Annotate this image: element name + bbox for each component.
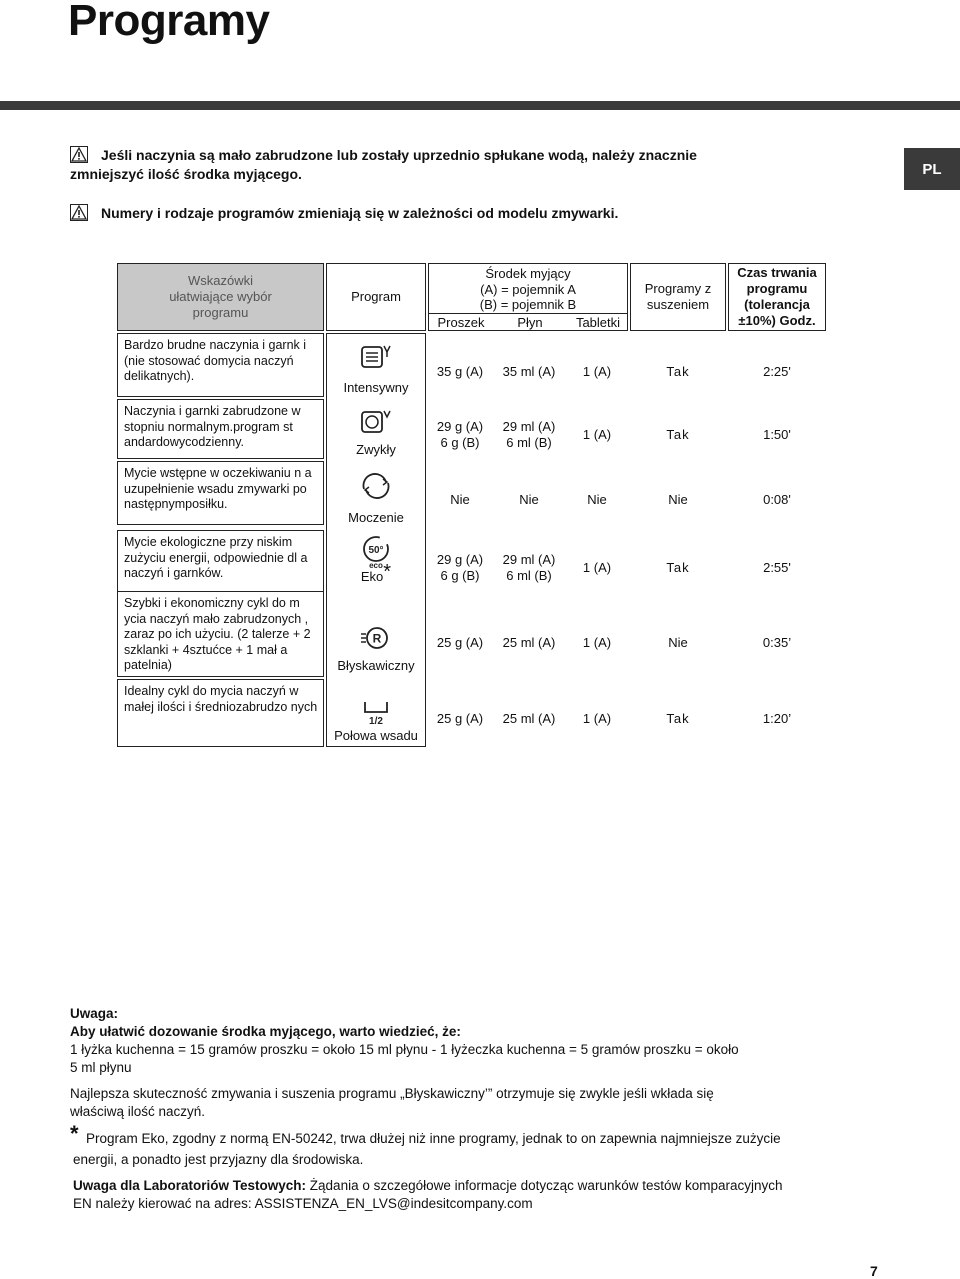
language-badge: PL bbox=[904, 148, 960, 190]
normal-icon bbox=[360, 409, 392, 435]
header-duration-label: Czas trwania programu (tolerancja ±10%) Godz. bbox=[737, 265, 817, 328]
tablets-value: 1 (A) bbox=[582, 364, 612, 379]
warning-triangle-icon bbox=[70, 146, 88, 163]
powder-value: 35 g (A) bbox=[436, 364, 484, 379]
warning-1-line2: zmniejszyć ilość środka myjącego. bbox=[70, 166, 302, 182]
eco-icon-label: eco bbox=[369, 561, 383, 569]
liquid-value: 29 ml (A) bbox=[502, 419, 556, 434]
liquid-value: 35 ml (A) bbox=[502, 364, 556, 379]
tablets-value: 1 (A) bbox=[582, 427, 612, 442]
duration-value: 2:25' bbox=[763, 364, 791, 379]
warning-2-line1: Numery i rodzaje programów zmieniają się w zależności od modelu zmywarki. bbox=[101, 205, 619, 221]
powder-value-b: 6 g (B) bbox=[440, 568, 480, 583]
hint-cell: Bardzo brudne naczynia i garnk i (nie stosować domycia naczyń delikatnych). bbox=[117, 333, 324, 397]
hint-cell: Idealny cykl do mycia naczyń w małej ilości i średniozabrudzo nych bbox=[117, 679, 324, 747]
liquid-value-b: 6 ml (B) bbox=[506, 435, 552, 450]
drying-value: Tak bbox=[666, 560, 690, 575]
warning-1-line1: Jeśli naczynia są mało zabrudzone lub zostały uprzednio spłukane wodą, należy znacznie bbox=[101, 147, 697, 163]
page-number: 7 bbox=[870, 1263, 878, 1279]
dosing-title: Aby ułatwić dozowanie środka myjącego, warto wiedzieć, że: bbox=[70, 1024, 461, 1039]
lab-note-line-2: EN należy kierować na adres: ASSISTENZA_EN_LVS@indesitcompany.com bbox=[73, 1196, 533, 1211]
program-name: Intensywny bbox=[343, 380, 409, 395]
half-load-icon-label: 1/2 bbox=[369, 716, 383, 725]
program-intensive bbox=[326, 333, 426, 399]
liquid-value: 29 ml (A) bbox=[502, 552, 556, 567]
header-tablets: Tabletki bbox=[575, 315, 621, 330]
powder-value: 25 g (A) bbox=[436, 635, 484, 650]
header-drying-label: Programy z suszeniem bbox=[644, 281, 712, 312]
powder-value: 29 g (A) bbox=[436, 552, 484, 567]
program-name: Moczenie bbox=[348, 510, 404, 525]
drying-value: Nie bbox=[668, 492, 688, 507]
header-detergent-l1: Środek myjący bbox=[485, 266, 571, 281]
eco-footnote-line-2: energii, a ponadto jest przyjazny dla środowiska. bbox=[73, 1152, 364, 1167]
prewash-icon bbox=[359, 473, 393, 499]
program-name: Błyskawiczny bbox=[337, 658, 415, 673]
hint-cell: Mycie ekologiczne przy niskim zużyciu energii, odpowiednie dl a naczyń i garnków. bbox=[117, 530, 324, 592]
drying-value: Tak bbox=[666, 711, 690, 726]
header-powder: Proszek bbox=[437, 315, 485, 330]
program-normal bbox=[326, 399, 426, 461]
liquid-value-b: 6 ml (B) bbox=[506, 568, 552, 583]
program-name: Zwykły bbox=[356, 442, 396, 457]
dosing-line-2: 5 ml płynu bbox=[70, 1060, 132, 1075]
lab-note-label: Uwaga dla Laboratoriów Testowych: bbox=[73, 1178, 307, 1193]
liquid-value: 25 ml (A) bbox=[502, 711, 556, 726]
hint-cell: Naczynia i garnki zabrudzone w stopniu normalnym.program st andardowycodzienny. bbox=[117, 399, 324, 459]
duration-value: 0:35’ bbox=[762, 635, 792, 650]
eco-footnote-line-1: Program Eko, zgodny z normą EN-50242, trwa dłużej niż inne programy, jednak to on zapewnia najmniejsze zużycie bbox=[86, 1131, 781, 1146]
dosing-line-1: 1 łyżka kuchenna = 15 gramów proszku = około 15 ml płynu - 1 łyżeczka kuchenna = 5 gramów proszku = około bbox=[70, 1042, 739, 1057]
duration-value: 0:08' bbox=[763, 492, 791, 507]
note-label: Uwaga: bbox=[70, 1006, 119, 1021]
tablets-value: 1 (A) bbox=[582, 711, 612, 726]
hint-cell: Szybki i ekonomiczny cykl do m ycia naczyń mało zabrudzonych , zaraz po ich użyciu. (2 talerze + 2 szklanki + 4sztućce + 1 mał a patelnia) bbox=[117, 591, 324, 677]
header-detergent bbox=[428, 263, 628, 331]
half-load-icon bbox=[359, 699, 393, 725]
warning-triangle-icon bbox=[70, 204, 88, 221]
header-program: Program bbox=[326, 263, 426, 331]
duration-value: 2:55' bbox=[763, 560, 791, 575]
powder-value: Nie bbox=[450, 492, 470, 507]
tablets-value: 1 (A) bbox=[582, 560, 612, 575]
header-hints bbox=[117, 263, 324, 331]
eco-footnote-asterisk: * bbox=[70, 1121, 79, 1146]
powder-value-b: 6 g (B) bbox=[440, 435, 480, 450]
best-result-line-2: właściwą ilość naczyń. bbox=[70, 1104, 206, 1119]
liquid-value: Nie bbox=[519, 492, 539, 507]
drying-value: Tak bbox=[666, 364, 690, 379]
drying-value: Tak bbox=[666, 427, 690, 442]
page-title: Programy bbox=[68, 0, 270, 45]
rapid-icon bbox=[359, 625, 393, 651]
program-name: Połowa wsadu bbox=[334, 728, 418, 743]
eco-asterisk: * bbox=[383, 561, 392, 583]
warning-2 bbox=[70, 204, 870, 223]
hint-cell: Mycie wstępne w oczekiwaniu n a uzupełnienie wsadu zmywarki po następnymposiłku. bbox=[117, 461, 324, 525]
program-name-eco bbox=[326, 561, 426, 587]
header-hints-label: Wskazówki ułatwiające wybór programu bbox=[169, 273, 272, 320]
lab-note-line-1 bbox=[73, 1177, 783, 1195]
header-drying bbox=[630, 263, 726, 331]
duration-value: 1:20’ bbox=[762, 711, 792, 726]
best-result-line-1: Najlepsza skuteczność zmywania i suszenia programu „Błyskawiczny’” otrzymuje się zwykle jeśli wkłada się bbox=[70, 1086, 714, 1101]
eco-icon-temp: 50° bbox=[368, 545, 384, 556]
header-detergent-l2: (A) = pojemnik A bbox=[480, 281, 576, 297]
program-rapid bbox=[326, 591, 426, 677]
rapid-icon-letter: R bbox=[372, 631, 382, 646]
header-rule bbox=[0, 101, 960, 110]
powder-value: 29 g (A) bbox=[436, 419, 484, 434]
program-prewash bbox=[326, 461, 426, 529]
program-name: Eko bbox=[360, 569, 384, 584]
program-eco bbox=[326, 529, 426, 591]
lab-note-text: Żądania o szczegółowe informacje dotycząc warunków testów komparacyjnych bbox=[306, 1178, 783, 1193]
intensive-icon bbox=[360, 343, 392, 371]
duration-value: 1:50' bbox=[763, 427, 791, 442]
header-detergent-l3: (B) = pojemnik B bbox=[479, 297, 577, 312]
header-liquid: Płyn bbox=[517, 315, 543, 330]
tablets-value: Nie bbox=[587, 492, 607, 507]
powder-value: 25 g (A) bbox=[436, 711, 484, 726]
liquid-value: 25 ml (A) bbox=[502, 635, 556, 650]
drying-value: Nie bbox=[668, 635, 688, 650]
program-half-load bbox=[326, 677, 426, 747]
header-duration bbox=[728, 263, 826, 331]
tablets-value: 1 (A) bbox=[582, 635, 612, 650]
warning-1 bbox=[70, 146, 870, 184]
